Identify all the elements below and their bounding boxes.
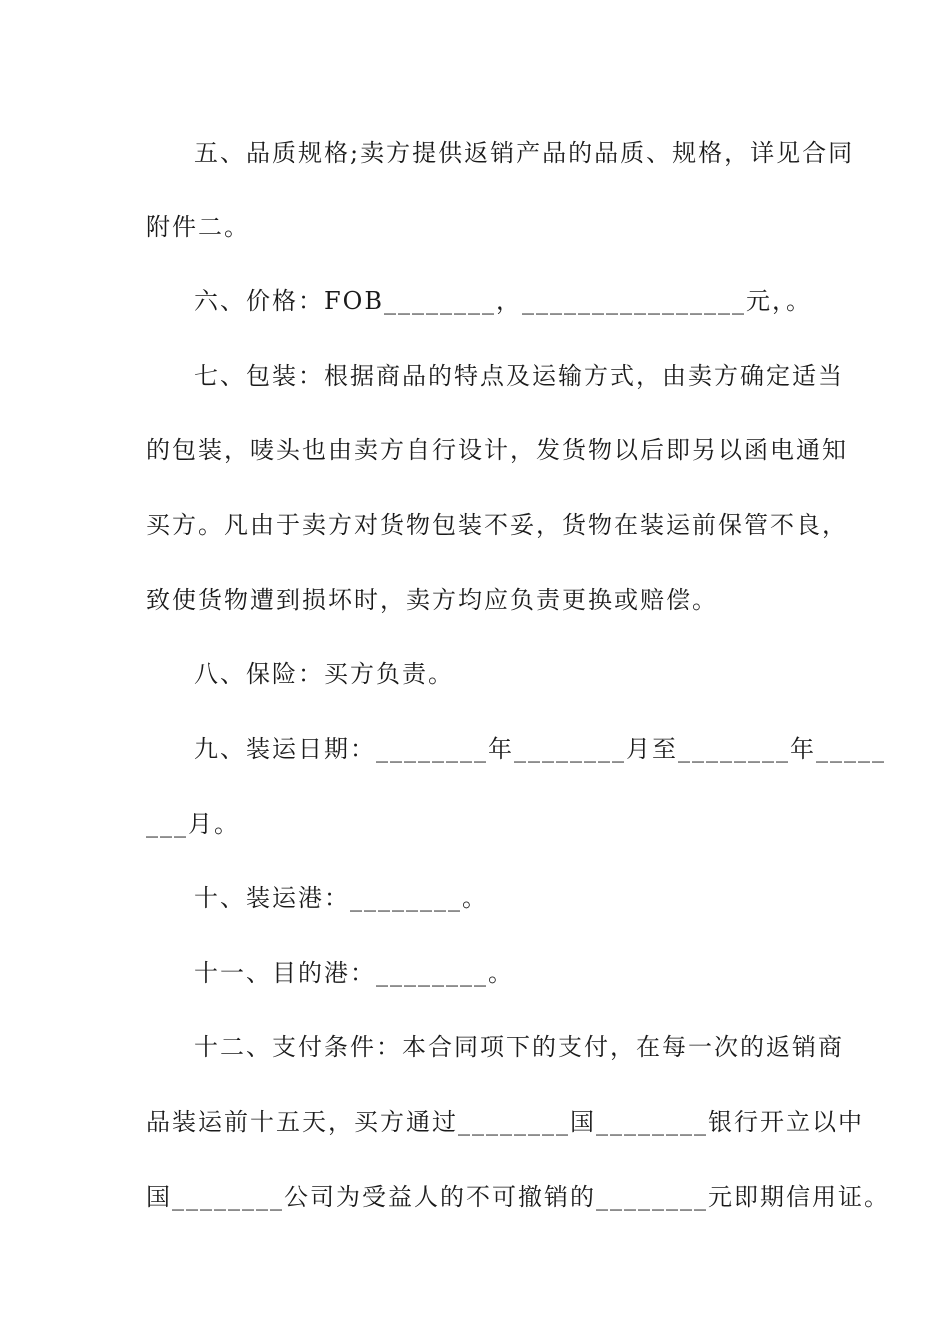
clause-7-line-4: 致使货物遭到损坏时，卖方均应负责更换或赔偿。 bbox=[146, 586, 718, 614]
clause-12-line-1: 十二、支付条件：本合同项下的支付，在每一次的返销商 bbox=[194, 1033, 844, 1061]
clause-11-destination-port: 十一、目的港：________。 bbox=[194, 959, 514, 987]
clause-5-line-2: 附件二。 bbox=[146, 213, 250, 241]
clause-7-line-1: 七、包装：根据商品的特点及运输方式，由卖方确定适当 bbox=[194, 362, 844, 390]
clause-9-line-2: ___月。 bbox=[146, 810, 240, 838]
clause-9-line-1: 九、装运日期：________年________月至________年_____ bbox=[194, 735, 886, 763]
clause-12-line-3: 国________公司为受益人的不可撤销的________元即期信用证。 bbox=[146, 1183, 890, 1211]
clause-7-line-3: 买方。凡由于卖方对货物包装不妥，货物在装运前保管不良， bbox=[146, 511, 848, 539]
clause-6-price: 六、价格：FOB________，________________元，。 bbox=[194, 287, 812, 315]
clause-12-line-2: 品装运前十五天，买方通过________国________银行开立以中 bbox=[146, 1108, 864, 1136]
clause-8-insurance: 八、保险：买方负责。 bbox=[194, 660, 454, 688]
clause-10-port-of-shipment: 十、装运港：________。 bbox=[194, 884, 488, 912]
clause-7-line-2: 的包装，唛头也由卖方自行设计，发货物以后即另以函电通知 bbox=[146, 436, 848, 464]
clause-5-line-1: 五、品质规格;卖方提供返销产品的品质、规格，详见合同 bbox=[194, 139, 855, 167]
